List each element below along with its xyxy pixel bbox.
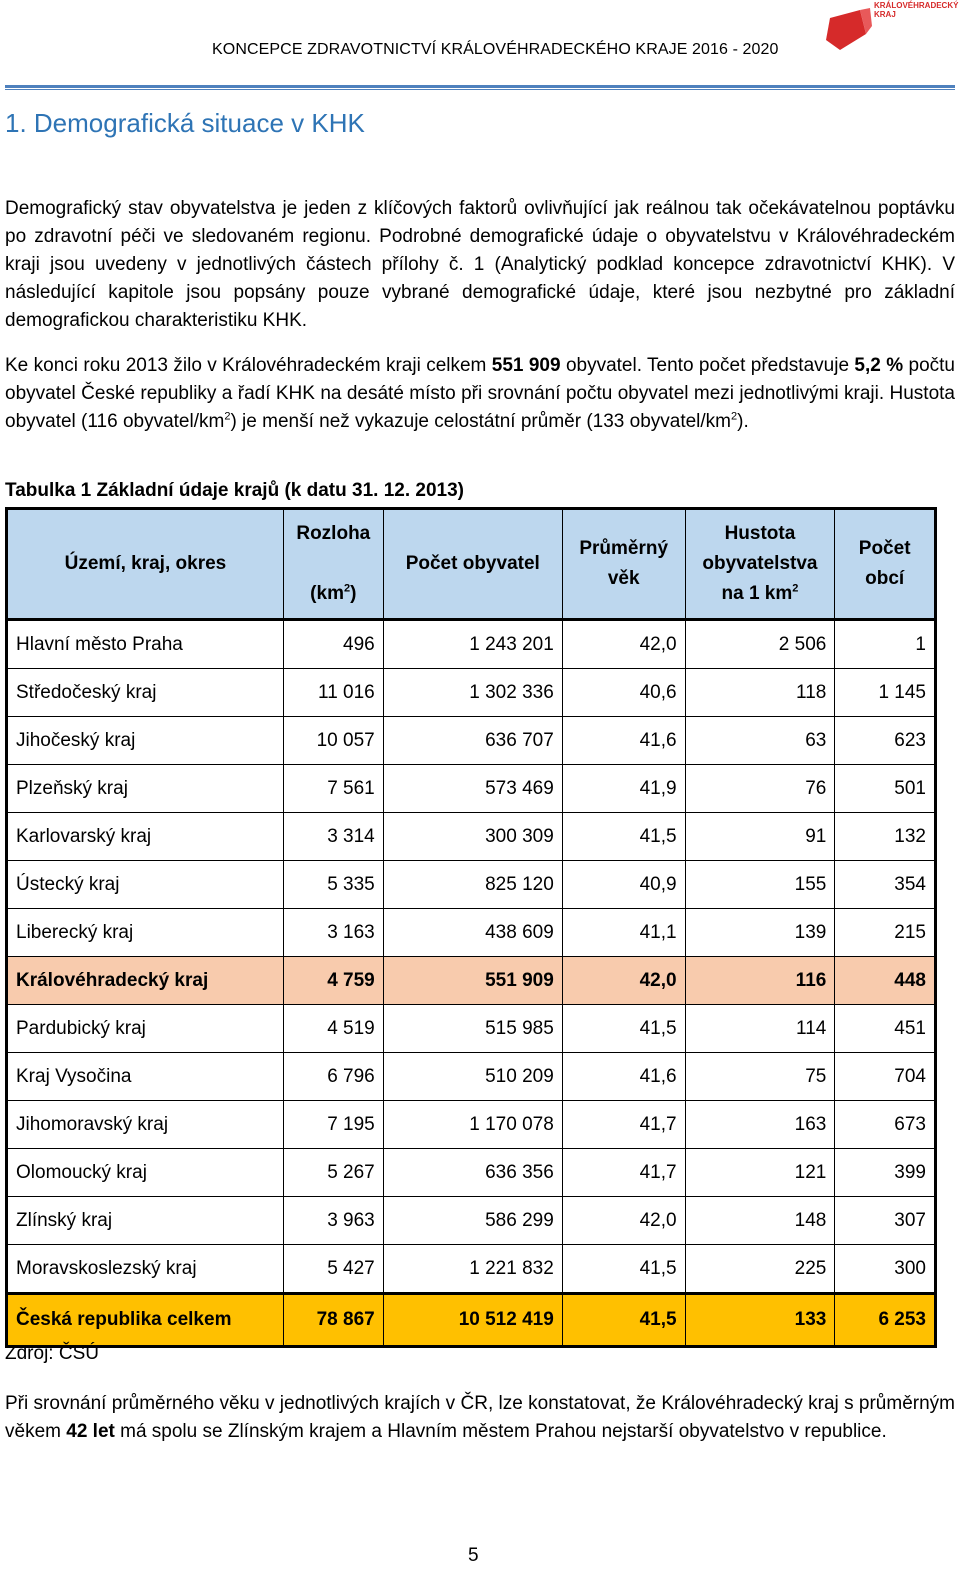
regions-table: [5, 507, 937, 1348]
cell-age: 41,7: [562, 1101, 685, 1149]
section-title: 1. Demografická situace v KHK: [5, 108, 365, 138]
table-row: [7, 1101, 936, 1149]
cell-age: 42,0: [562, 957, 685, 1005]
header-density: [685, 509, 835, 620]
cell-name: Jihočeský kraj: [7, 717, 284, 765]
cell-population: 1 302 336: [383, 669, 562, 717]
table-row: [7, 813, 936, 861]
cell-name: Karlovarský kraj: [7, 813, 284, 861]
cell-population: 1 170 078: [383, 1101, 562, 1149]
cell-municipalities: 451: [835, 1005, 936, 1053]
header-municipalities-label: Počet: [858, 538, 911, 559]
page-number: 5: [468, 1545, 479, 1566]
table-row: [7, 620, 936, 669]
table-source: Zdroj: ČSÚ: [5, 1343, 99, 1364]
cell-density: 133: [685, 1294, 835, 1347]
cell-area: 4 759: [283, 957, 383, 1005]
text: počtu obyvatel České republiky a řadí KHK na desáté místo při srovnání počtu obyvatel mezi jednotlivými kraji. Hustota obyvatel (116 obyvatel/km: [5, 355, 955, 432]
intro-paragraph: Demografický stav obyvatelstva je jeden z klíčových faktorů ovlivňující jak reálnou tak očekávatelnou poptávku po zdravotní péči ve sledovaném regionu. Podrobné demografické údaje o obyvatelstvu v Královéhradeckém kraji jsou uvedeny v jednotlivých částech přílohy č. 1 (Analytický podklad koncepce zdravotnictví KHK). V následující kapitole jsou popsány pouze vybrané demografické údaje, které jsou nezbytné pro základní demografickou charakteristiku KHK.: [5, 198, 955, 331]
cell-age: 41,9: [562, 765, 685, 813]
cell-municipalities: 1 145: [835, 669, 936, 717]
age-paragraph: [5, 1390, 955, 1446]
cell-name: Zlínský kraj: [7, 1197, 284, 1245]
cell-age: 41,7: [562, 1149, 685, 1197]
header-density-label3: na 1 km: [721, 583, 793, 604]
cell-density: 91: [685, 813, 835, 861]
cell-population: 551 909: [383, 957, 562, 1005]
header-area: [7, 509, 284, 620]
text: ) je menší než vykazuje celostátní průměr (133 obyvatel/km: [230, 411, 732, 432]
table-row: [7, 1053, 936, 1101]
cell-area: 7 561: [283, 765, 383, 813]
header-rule: [5, 85, 955, 88]
header-size-unit: (km: [310, 583, 344, 604]
logo-text-line2: KRAJ: [874, 10, 896, 19]
population-value: 551 909: [491, 355, 561, 376]
cell-density: 148: [685, 1197, 835, 1245]
table-row: [7, 909, 936, 957]
header-area-label: Území, kraj, okres: [64, 553, 227, 574]
cell-density: 116: [685, 957, 835, 1005]
cell-population: 586 299: [383, 1197, 562, 1245]
header-density-label: Hustota: [724, 523, 796, 544]
cell-name: Hlavní město Praha: [7, 620, 284, 669]
cell-population: 1 243 201: [383, 620, 562, 669]
cell-municipalities: 300: [835, 1245, 936, 1294]
cell-area: 7 195: [283, 1101, 383, 1149]
header-population-label: Počet obyvatel: [405, 553, 540, 574]
header-size: [283, 509, 383, 620]
superscript: 2: [731, 410, 738, 423]
cell-municipalities: 307: [835, 1197, 936, 1245]
cell-age: 41,1: [562, 909, 685, 957]
table-row: [7, 1149, 936, 1197]
cell-density: 63: [685, 717, 835, 765]
document-header-title: KONCEPCE ZDRAVOTNICTVÍ KRÁLOVÉHRADECKÉHO KRAJE 2016 - 2020: [212, 41, 779, 58]
cell-population: 636 356: [383, 1149, 562, 1197]
cell-population: 10 512 419: [383, 1294, 562, 1347]
cell-municipalities: 132: [835, 813, 936, 861]
cell-density: 2 506: [685, 620, 835, 669]
table-row: [7, 765, 936, 813]
logo-text: [874, 1, 958, 19]
cell-municipalities: 623: [835, 717, 936, 765]
cell-density: 75: [685, 1053, 835, 1101]
cell-population: 1 221 832: [383, 1245, 562, 1294]
text: ).: [737, 411, 749, 432]
table-row: [7, 1005, 936, 1053]
cell-area: 3 314: [283, 813, 383, 861]
cell-population: 573 469: [383, 765, 562, 813]
cell-area: 3 963: [283, 1197, 383, 1245]
cell-age: 41,5: [562, 813, 685, 861]
text: Ke konci roku 2013 žilo v Královéhradeckém kraji celkem: [5, 355, 492, 376]
header-size-label: Rozloha: [296, 523, 371, 544]
cell-population: 510 209: [383, 1053, 562, 1101]
age-value: 42 let: [66, 1421, 115, 1442]
cell-municipalities: 673: [835, 1101, 936, 1149]
table-row: [7, 669, 936, 717]
cell-density: 225: [685, 1245, 835, 1294]
cell-area: 3 163: [283, 909, 383, 957]
cell-area: 5 267: [283, 1149, 383, 1197]
cell-age: 42,0: [562, 620, 685, 669]
cell-area: 11 016: [283, 669, 383, 717]
cell-density: 76: [685, 765, 835, 813]
cell-area: 10 057: [283, 717, 383, 765]
superscript: 2: [792, 582, 799, 595]
cell-area: 5 427: [283, 1245, 383, 1294]
text: má spolu se Zlínským krajem a Hlavním městem Prahou nejstarší obyvatelstvo v republice.: [114, 1421, 887, 1442]
table-row: [7, 957, 936, 1005]
cell-name: Česká republika celkem: [7, 1294, 284, 1347]
cell-name: Jihomoravský kraj: [7, 1101, 284, 1149]
cell-name: Ústecký kraj: [7, 861, 284, 909]
cell-density: 114: [685, 1005, 835, 1053]
cell-municipalities: 354: [835, 861, 936, 909]
cell-age: 41,5: [562, 1005, 685, 1053]
table-caption: Tabulka 1 Základní údaje krajů (k datu 31. 12. 2013): [5, 480, 464, 501]
cell-density: 155: [685, 861, 835, 909]
cell-population: 438 609: [383, 909, 562, 957]
text: obyvatel. Tento počet představuje: [560, 355, 855, 376]
cell-municipalities: 501: [835, 765, 936, 813]
cell-age: 40,9: [562, 861, 685, 909]
cell-municipalities: 6 253: [835, 1294, 936, 1347]
cell-area: 496: [283, 620, 383, 669]
cell-density: 163: [685, 1101, 835, 1149]
cell-municipalities: 704: [835, 1053, 936, 1101]
cell-name: Královéhradecký kraj: [7, 957, 284, 1005]
cell-area: 5 335: [283, 861, 383, 909]
header-age-label2: věk: [607, 568, 640, 589]
cell-name: Plzeňský kraj: [7, 765, 284, 813]
cell-name: Kraj Vysočina: [7, 1053, 284, 1101]
cell-population: 825 120: [383, 861, 562, 909]
cell-age: 40,6: [562, 669, 685, 717]
cell-name: Moravskoslezský kraj: [7, 1245, 284, 1294]
table-row: [7, 1197, 936, 1245]
header-age-label: Průměrný: [579, 538, 669, 559]
cell-municipalities: 399: [835, 1149, 936, 1197]
cell-area: 4 519: [283, 1005, 383, 1053]
cell-municipalities: 1: [835, 620, 936, 669]
header-rule-thin: [5, 89, 955, 90]
table-row: [7, 1294, 936, 1347]
cell-density: 139: [685, 909, 835, 957]
table-body: [7, 620, 936, 1347]
cell-age: 41,5: [562, 1245, 685, 1294]
cell-name: Liberecký kraj: [7, 909, 284, 957]
cell-age: 41,5: [562, 1294, 685, 1347]
table-row: [7, 717, 936, 765]
cell-age: 41,6: [562, 1053, 685, 1101]
cell-population: 300 309: [383, 813, 562, 861]
header-age: [562, 509, 685, 620]
cell-name: Pardubický kraj: [7, 1005, 284, 1053]
cell-age: 41,6: [562, 717, 685, 765]
cell-age: 42,0: [562, 1197, 685, 1245]
cell-area: 78 867: [283, 1294, 383, 1347]
superscript: 2: [343, 582, 351, 595]
population-paragraph: [5, 352, 955, 436]
table-header-row: [7, 509, 936, 620]
header-population: [383, 509, 562, 620]
header-density-label2: obyvatelstva: [702, 553, 818, 574]
logo-text-line1: KRÁLOVÉHRADECKÝ: [874, 1, 959, 10]
percent-value: 5,2 %: [854, 355, 904, 376]
cell-population: 515 985: [383, 1005, 562, 1053]
cell-population: 636 707: [383, 717, 562, 765]
cell-municipalities: 448: [835, 957, 936, 1005]
header-size-unit-close: ): [350, 583, 357, 604]
cell-name: Středočeský kraj: [7, 669, 284, 717]
text: Při srovnání průměrného věku v jednotlivých krajích v ČR, lze konstatovat, že Královéhradecký kraj s průměrným věkem: [5, 1393, 955, 1442]
cell-density: 121: [685, 1149, 835, 1197]
superscript: 2: [224, 410, 231, 423]
cell-name: Olomoucký kraj: [7, 1149, 284, 1197]
cell-municipalities: 215: [835, 909, 936, 957]
cell-density: 118: [685, 669, 835, 717]
header-municipalities: [835, 509, 936, 620]
table-row: [7, 1245, 936, 1294]
header-municipalities-label2: obcí: [865, 568, 905, 589]
kralovehradecky-kraj-logo: [826, 0, 959, 58]
cell-area: 6 796: [283, 1053, 383, 1101]
table-row: [7, 861, 936, 909]
